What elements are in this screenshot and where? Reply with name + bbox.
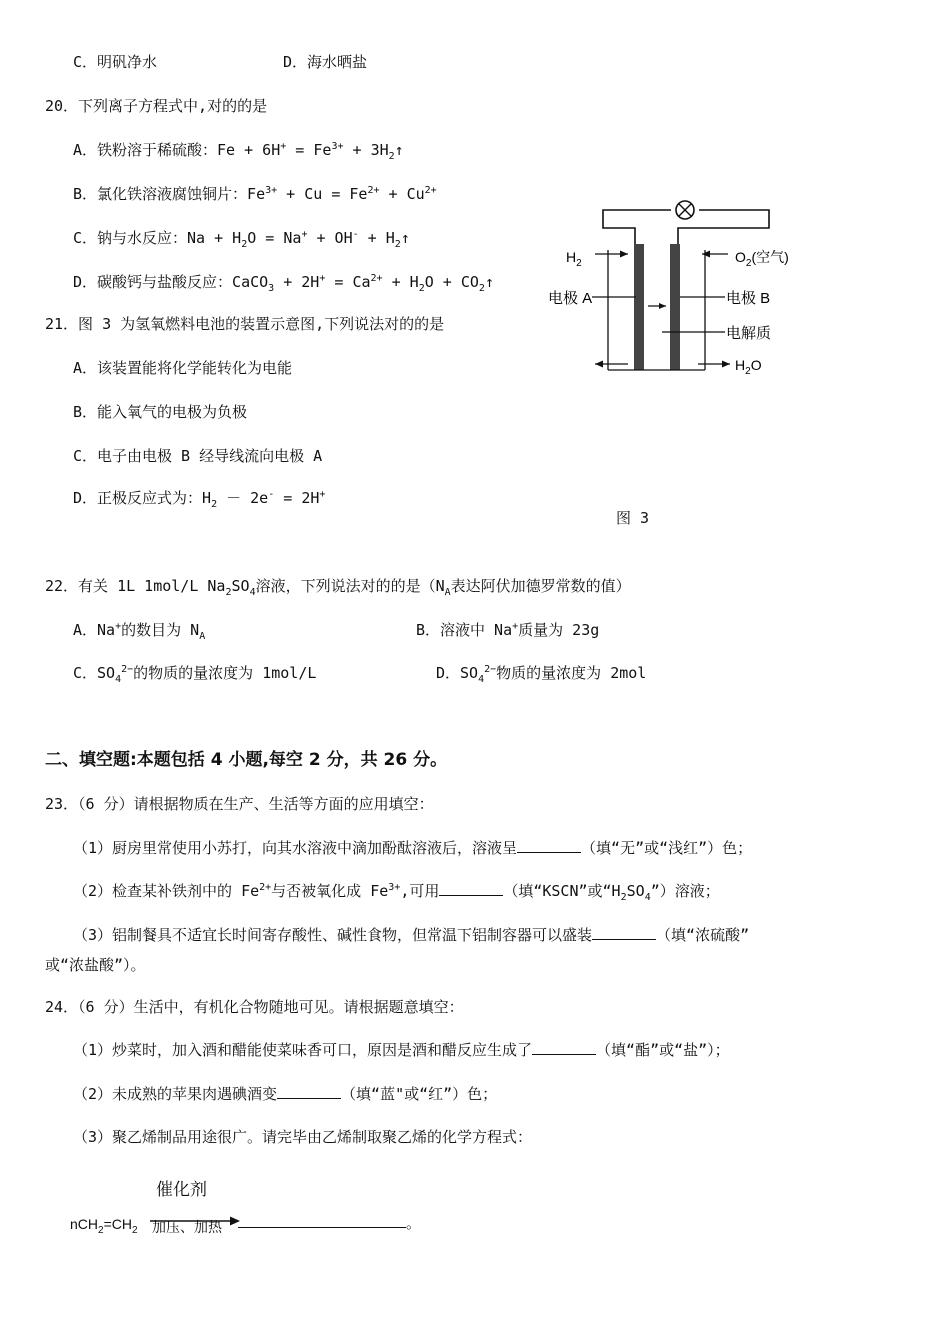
q23-part-2: （2）检查某补铁剂中的 $Fe^{2+}$与否被氧化成 $Fe^{3+}$,可用 （填“KSCN”或“$H_2SO_4$”）溶液；	[73, 882, 720, 903]
ion-flow-arrow	[648, 303, 666, 309]
up-arrow-icon: ↑	[394, 141, 404, 159]
electrode-a-plate	[634, 244, 644, 370]
h2o-outlet-arrow	[698, 361, 730, 368]
h2o-label: $H_2O$	[735, 357, 762, 377]
fuel-cell-diagram	[540, 196, 820, 386]
o2-label: $O_2$(空气)	[735, 249, 789, 269]
answer-blank[interactable]	[277, 1084, 341, 1099]
q23-part-3: （3）铝制餐具不适宜长时间寄存酸性、碱性食物，但常温下铝制容器可以盛装 （填“浓硫酸”	[73, 926, 750, 944]
answer-blank[interactable]	[238, 1213, 406, 1228]
q24-part-1: （1）炒菜时，加入酒和醋能使菜味香可口，原因是酒和醋反应生成了 （填“酯”或“盐”）；	[73, 1041, 730, 1059]
left-outlet-arrow	[595, 361, 628, 368]
electrode-b-label: 电极 B	[726, 290, 771, 307]
q20-option-b: B．氯化铁溶液腐蚀铜片：$Fe^{3+} + Cu = Fe^{2+} + Cu^{2+}$	[73, 185, 437, 203]
q24-part-3: （3）聚乙烯制品用途很广。请完毕由乙烯制取聚乙烯的化学方程式：	[73, 1128, 533, 1146]
q21-option-a: A．该装置能将化学能转化为电能	[73, 359, 293, 377]
q24-stem: 24．（6 分）生活中，有机化合物随地可见。请根据题意填空：	[45, 998, 464, 1016]
q22-option-b: B．溶液中 Na+质量为 23g	[416, 621, 600, 639]
up-arrow-icon: ↑	[484, 273, 494, 291]
q21-option-c: C．电子由电极 B 经导线流向电极 A	[73, 447, 323, 465]
o2-inlet-arrow	[702, 251, 728, 258]
q21-option-b: B．能入氧气的电极为负极	[73, 403, 248, 421]
answer-blank[interactable]	[592, 925, 656, 940]
q20-stem: 20．下列离子方程式中,对的的是	[45, 97, 268, 115]
q22-option-c: C．$SO_4^{2-}$的物质的量浓度为 1mol/L	[73, 664, 317, 685]
lamp-icon	[676, 201, 694, 219]
q23-part-3-continued: 或“浓盐酸”）。	[45, 956, 146, 974]
catalyst-label: 催化剂	[156, 1180, 207, 1199]
q22-stem: 22．有关 1L 1mol/L $Na_2SO_4$溶液，下列说法对的的是（$N_A$表达阿伏加德罗常数的值）	[45, 577, 631, 598]
reactant-ethylene: $nCH_2=CH_2$	[70, 1216, 138, 1236]
answer-blank[interactable]	[532, 1040, 596, 1055]
q23-stem: 23．（6 分）请根据物质在生产、生活等方面的应用填空：	[45, 795, 434, 813]
q21-stem: 21．图 3 为氢氧燃料电池的装置示意图,下列说法对的的是	[45, 315, 445, 333]
q20-option-c: C．钠与水反应：$Na + H_2O = Na^+ + OH^-$ + $H_2↑$	[73, 229, 410, 250]
answer-blank[interactable]	[517, 838, 581, 853]
answer-blank[interactable]	[439, 881, 503, 896]
q19-option-d: D．海水晒盐	[283, 53, 368, 71]
q19-option-c: C．明矾净水	[73, 53, 158, 71]
h2-inlet-arrow	[595, 251, 628, 258]
electrode-a-label: 电极 A	[548, 290, 593, 307]
q20-option-a: A．铁粉溶于稀硫酸：$Fe + 6H^+ = Fe^{3+}$ + $3H_2↑$	[73, 141, 404, 162]
q22-option-d: D．$SO_4^{2-}$物质的量浓度为 2mol	[436, 664, 647, 685]
product-answer-line: 。	[238, 1213, 421, 1233]
reaction-condition: 加压、加热	[152, 1219, 222, 1235]
q22-option-a: A．Na+的数目为 $N_A$	[73, 621, 206, 642]
q24-part-2: （2）未成熟的苹果肉遇碘酒变 （填“蓝"或“红”）色；	[73, 1085, 498, 1103]
electrode-b-plate	[670, 244, 680, 370]
section-2-title: 二、填空题:本题包括 4 小题,每空 2 分，共 26 分。	[45, 750, 448, 770]
q23-part-1: （1）厨房里常使用小苏打，向其水溶液中滴加酚酞溶液后，溶液呈 （填“无”或“浅红”）色；	[73, 839, 753, 857]
q20-option-d: D．碳酸钙与盐酸反应：CaCO$_3$ + $2H^+ = Ca^{2+} + H_2O$ + $CO_2↑$	[73, 273, 494, 294]
figure-caption: 图 3	[616, 509, 650, 527]
electrolyte-label: 电解质	[726, 325, 772, 342]
q21-option-d: D．正极反应式为：$H_2 - 2e^- = 2H^+$	[73, 489, 326, 510]
h2-label: $H_2$	[566, 249, 582, 269]
up-arrow-icon: ↑	[400, 229, 410, 247]
